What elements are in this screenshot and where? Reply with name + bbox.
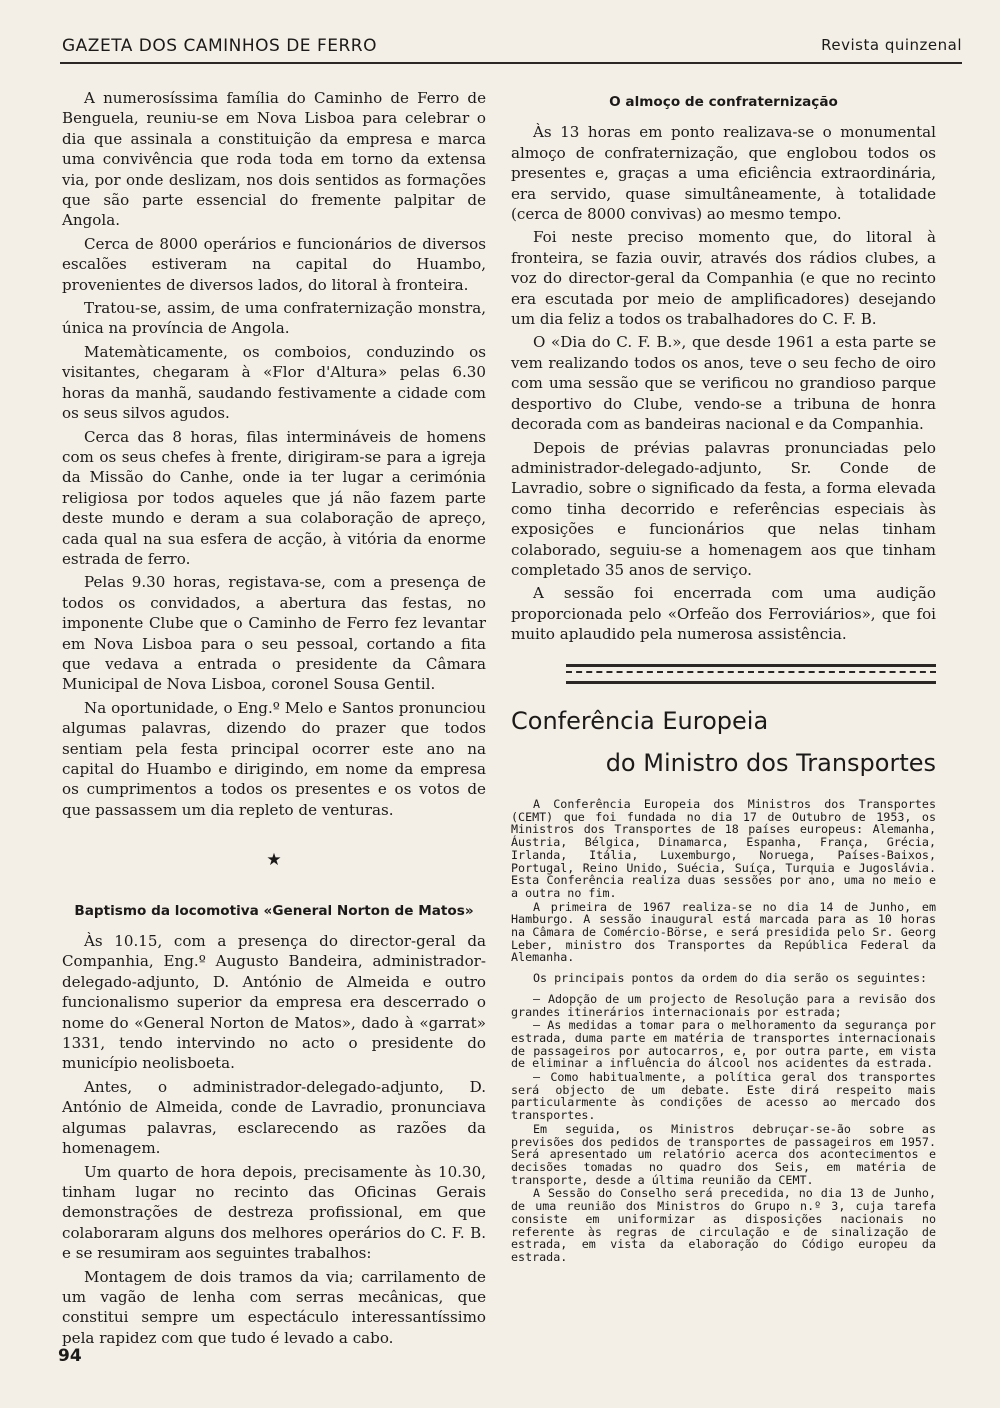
paragraph: O «Dia do C. F. B.», que desde 1961 a esta parte se vem realizando todos os anos, teve o seu fecho de oiro com uma sessão que se verificou no grandioso parque desportivo do Clube, vendo-se a tribuna de honra decorada com as bandeiras nacional e da Companhia. (511, 333, 936, 434)
paragraph: Na oportunidade, o Eng.º Melo e Santos pronunciou algumas palavras, dizendo do prazer que todos sentiam pela festa principal ocorrer este ano na capital do Huambo e dirigindo, em nome da empresa os cumprimentos a todos os presentes e os votos de que passassem um dia repleto de venturas. (62, 698, 486, 819)
paragraph: Cerca das 8 horas, filas intermináveis de homens com os seus chefes à frente, dirigiram-se para a igreja da Missão do Canhe, onde ia ter lugar a cerimónia religiosa por todos aqueles que já não fazem parte deste mundo e deram a sua colaboração de apreço, cada qual na sua esfera de acção, à vitória da enorme estrada de ferro. (62, 427, 486, 568)
paragraph: A numerosíssima família do Caminho de Ferro de Benguela, reuniu-se em Nova Lisboa para celebrar o dia que assinala a constituição da empresa e marca uma convivência que roda toda em torno da extensa via, por onde deslizam, nos dois sentidos as formações que são parte essencial do fremente palpitar de Angola. (62, 89, 486, 230)
list-item: — Adopção de um projecto de Resolução para a revisão dos grandes itinerários internacionais por estrada; (511, 991, 936, 1019)
header-rule (60, 62, 962, 64)
right-column (511, 88, 936, 648)
decorative-rule (566, 664, 936, 684)
paragraph: A Sessão do Conselho será precedida, no dia 13 de Junho, de uma reunião dos Ministros do Grupo n.º 3, cuja tarefa consiste em uniformizar as disposições nacionais no referente às regras de circulação e de sinalização de estrada, em vista da elaboração do Código europeu da estrada. (511, 1186, 936, 1264)
section-title-baptismo: Baptismo da locomotiva «General Norton de Matos» (74, 902, 474, 919)
section-title-almoco: O almoço de confraternização (609, 94, 838, 110)
paragraph: Às 10.15, com a presença do director-geral da Companhia, Eng.º Augusto Bandeira, administrador-delegado-adjunto, D. António de Almeida e outro funcionalismo superior da empresa era descerrado o nome do «General Norton de Matos», dado à «garrat» 1331, tendo intervindo no acto o presidente do município neolisboeta. (62, 932, 486, 1073)
paragraph: Matemàticamente, os comboios, conduzindo os visitantes, chegaram à «Flor d'Altura» pelas 6.30 horas da manhã, saudando festivamente a cidade com os seus silvos agudos. (62, 342, 486, 423)
paragraph: Depois de prévias palavras pronunciadas pelo administrador-delegado-adjunto, Sr. Conde de Lavradio, sobre o significado da festa, a forma elevada como tinha decorrido e referências especiais às exposições e funcionários que nelas tinham colaborado, seguiu-se a homenagem aos que tinham completado 35 anos de serviço. (511, 438, 936, 579)
article-title (511, 704, 936, 788)
article-body (511, 798, 936, 1265)
star-separator: ★ (266, 850, 282, 871)
paragraph: Tratou-se, assim, de uma confraternização monstra, única na província de Angola. (62, 299, 486, 338)
paragraph: Cerca de 8000 operários e funcionários de diversos escalões estiveram na capital do Huambo, provenientes de diversos lados, do litoral à fronteira. (62, 234, 486, 294)
paragraph: Pelas 9.30 horas, registava-se, com a presença de todos os convidados, a abertura das festas, no imponente Clube que o Caminho de Ferro fez levantar em Nova Lisboa para o seu pessoal, cortando a fita que vedava a entrada o presidente da Câmara Municipal de Nova Lisboa, coronel Sousa Gentil. (62, 573, 486, 694)
paragraph: Montagem de dois tramos da via; carrilamento de um vagão de lenha com serras mecânicas, que constitui sempre um espectáculo interessantíssimo pela rapidez com que tudo é levado a cabo. (62, 1267, 486, 1347)
left-column (62, 88, 486, 1351)
paragraph: Às 13 horas em ponto realizava-se o monumental almoço de confraternização, que englobou todos os presentes e, graças a uma eficiência extraordinária, era servido, quase simultâneamente, à totalidade (cerca de 8000 convivas) ao mesmo tempo. (511, 123, 936, 224)
paragraph: A sessão foi encerrada com uma audição proporcionada pelo «Orfeão dos Ferroviários», que foi muito aplaudido pela numerosa assistência. (511, 584, 936, 644)
paragraph: Foi neste preciso momento que, do litoral à fronteira, se fazia ouvir, através dos rádios clubes, a voz do director-geral da Companhia (e que no recinto era escutada por meio de amplificadores) desejando um dia feliz a todos os trabalhadores do C. F. B. (511, 228, 936, 329)
journal-subtitle: Revista quinzenal (821, 36, 962, 54)
paragraph: Os principais pontos da ordem do dia serão os seguintes: (533, 971, 928, 986)
paragraph: Em seguida, os Ministros debruçar-se-ão sobre as previsões dos pedidos de transportes de passageiros em 1957. Será apresentado um relatório acerca dos acontecimentos e decisões tomadas no quadro dos Seis, em matéria de transporte, desde a última reunião da CEMT. (511, 1121, 936, 1187)
paragraph: A primeira de 1967 realiza-se no dia 14 de Junho, em Hamburgo. A sessão inaugural está marcada para as 10 horas na Câmara de Comércio-Börse, e será presidida pelo Sr. Georg Leber, ministro dos Transportes da República Federal da Alemanha. (511, 899, 936, 965)
list-item: — As medidas a tomar para o melhoramento da segurança por estrada, duma parte em matéria de transportes internacionais de passageiros por autocarros, e, por outra parte, em vista de eliminar a influência do álcool nos acidentes da estrada. (511, 1018, 936, 1071)
list-item: — Como habitualmente, a política geral dos transportes será objecto de um debate. Este dirá respeito mais particularmente às condições de acesso ao mercado dos transportes. (511, 1070, 936, 1123)
paragraph: A Conferência Europeia dos Ministros dos Transportes (CEMT) que foi fundada no dia 17 de Outubro de 1953, os Ministros dos Transportes de 18 países europeus: Alemanha, Áustria, Bélgica, Dinamarca, Espanha, França, Grécia, Irlanda, Itália, Luxemburgo, Noruega, Países-Baixos, Portugal, Reino Unido, Suécia, Suíça, Turquia e Jugoslávia. Esta Conferência realiza duas sessões por ano, uma no meio e a outra no fim. (511, 797, 936, 900)
journal-title: GAZETA DOS CAMINHOS DE FERRO (62, 36, 377, 56)
article-title-line2: do Ministro dos Transportes (605, 749, 936, 777)
article-title-line1: Conferência Europeia (511, 707, 769, 735)
paragraph: Antes, o administrador-delegado-adjunto, D. António de Almeida, conde de Lavradio, pronunciava algumas palavras, esclarecendo as razões da homenagem. (62, 1077, 486, 1158)
paragraph: Um quarto de hora depois, precisamente às 10.30, tinham lugar no recinto das Oficinas Gerais demonstrações de destreza profissional, em que colaboraram alguns dos melhores operários do C. F. B. e se resumiram aos seguintes trabalhos: (62, 1162, 486, 1263)
page-number: 94 (58, 1346, 82, 1366)
running-header (62, 36, 962, 62)
